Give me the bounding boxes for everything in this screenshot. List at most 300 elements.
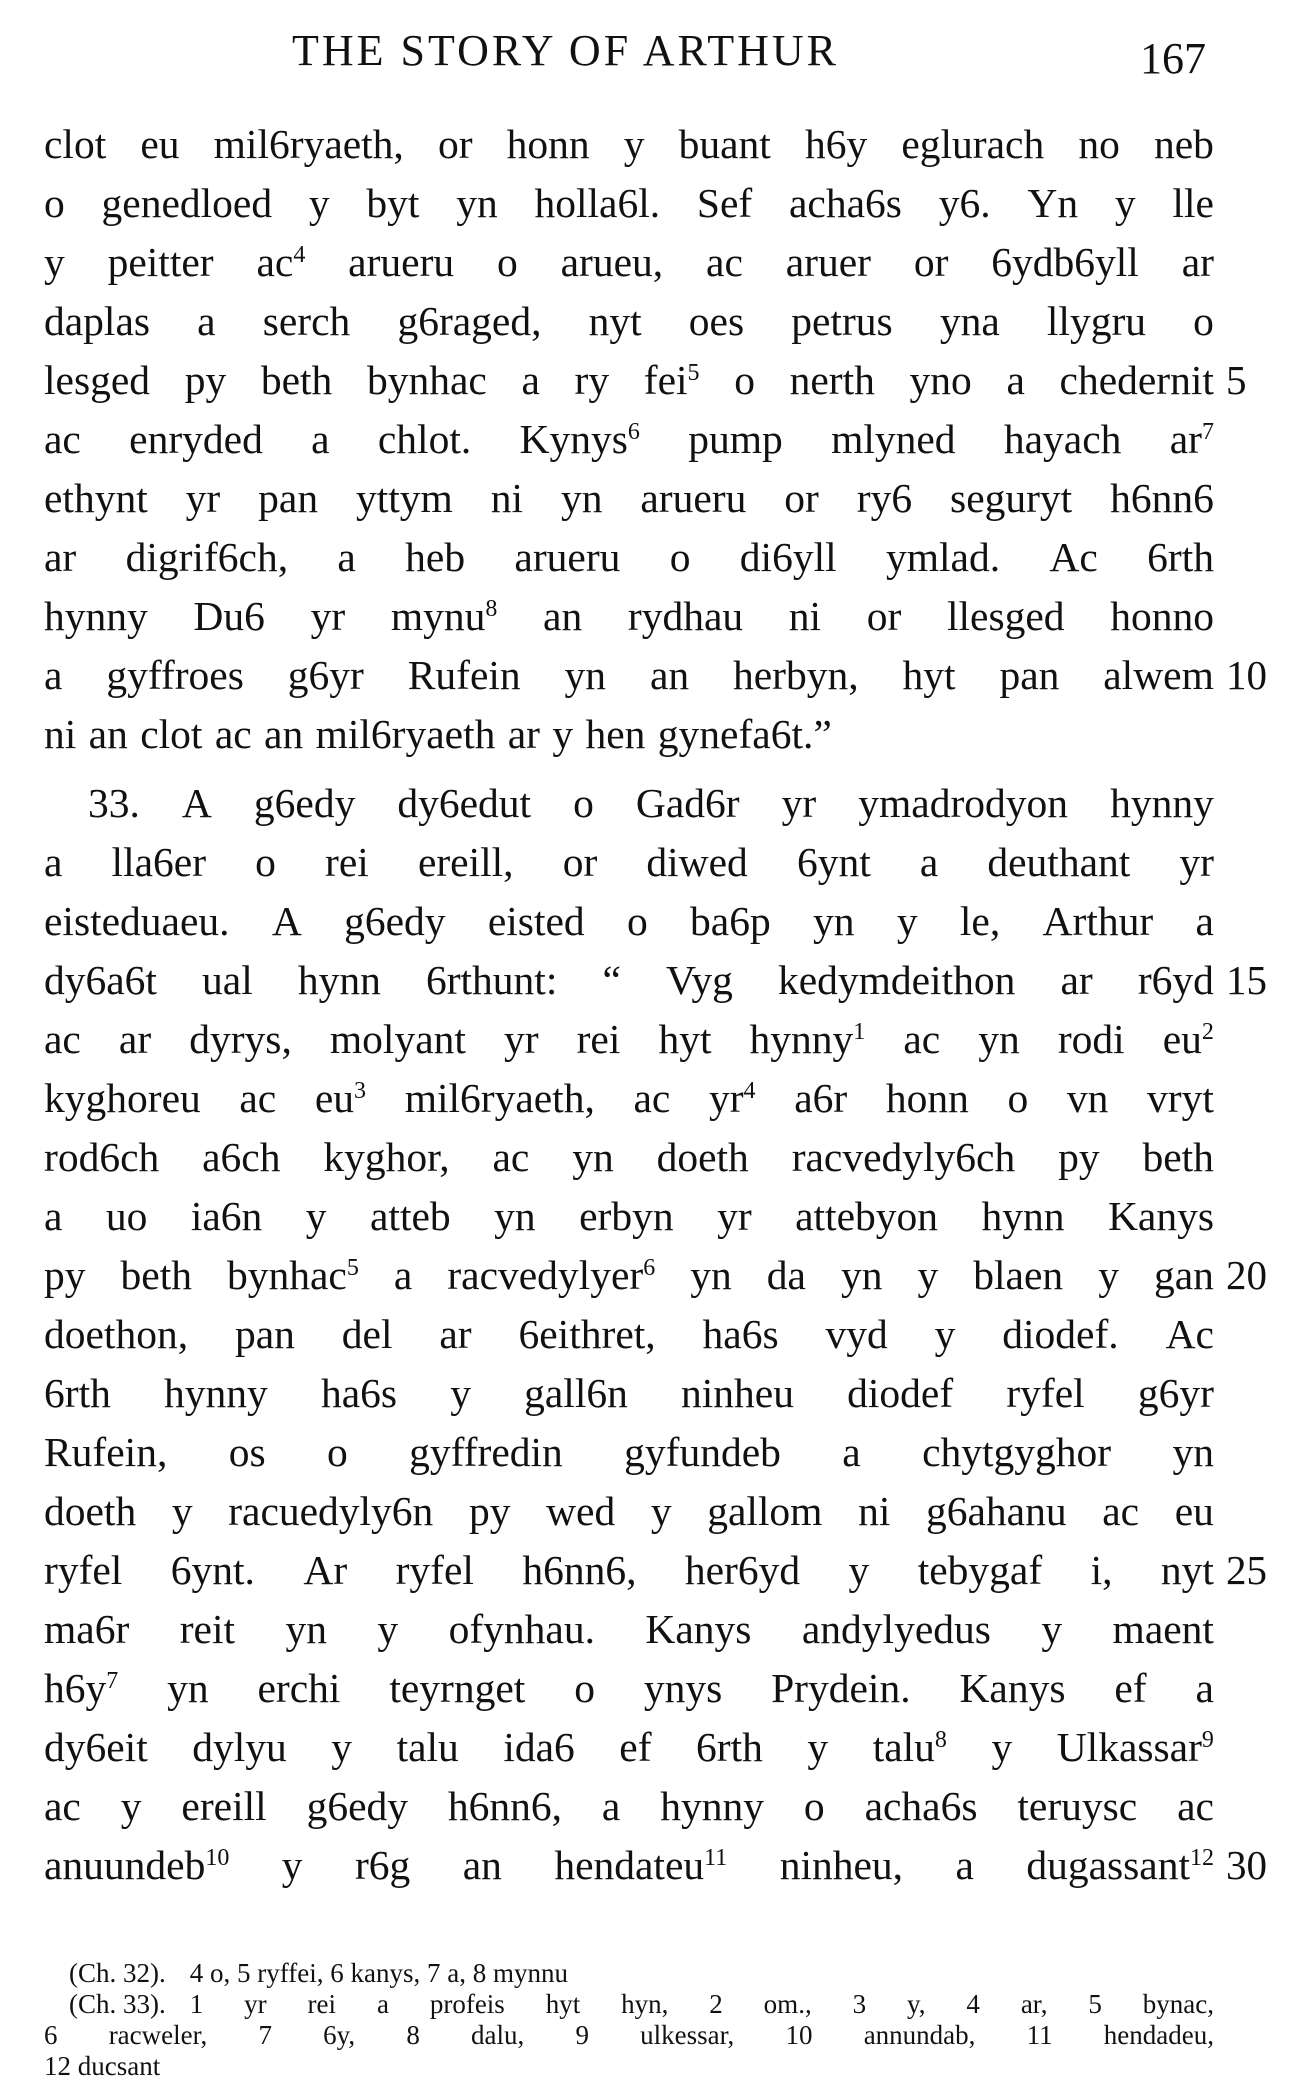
word: beth: [260, 357, 333, 403]
word: o: [669, 534, 691, 580]
footnote-ref: 10: [205, 1845, 230, 1871]
word: Sef: [696, 180, 753, 226]
word: nyt: [588, 298, 642, 344]
word: ninheu: [681, 1370, 794, 1416]
word: honn: [506, 121, 590, 167]
footnote-ref: 12: [1189, 1845, 1214, 1871]
word: ar: [118, 1016, 152, 1062]
word: y: [1114, 180, 1136, 226]
word: y: [450, 1370, 471, 1416]
word: hen: [585, 711, 646, 757]
word: diwed: [646, 839, 748, 885]
word: doeth: [656, 1134, 749, 1180]
word: yn: [840, 1252, 883, 1298]
word: 6ynt.: [170, 1547, 255, 1593]
footnote-ch32: [44, 1958, 1214, 1989]
word: bynhac$^5$: [227, 1252, 359, 1298]
word: yn: [690, 1252, 732, 1298]
word: ac: [1177, 1783, 1214, 1829]
footnote-ref: 7: [1201, 419, 1214, 445]
word: y: [171, 1488, 193, 1534]
word: yn: [167, 1665, 209, 1711]
word: alwem: [1103, 652, 1214, 698]
word: lla6er: [111, 839, 207, 885]
word: yttym: [356, 475, 453, 521]
word: ryfel: [395, 1547, 474, 1593]
word: ynys: [643, 1665, 723, 1711]
running-title: THE STORY OF ARTHUR: [292, 26, 839, 75]
word: or: [866, 593, 902, 639]
word: a6ch: [202, 1134, 281, 1180]
word: g6edy: [253, 780, 356, 826]
word: ef: [619, 1724, 652, 1770]
word: $ac^4$: [256, 239, 306, 285]
word: lesged: [44, 357, 151, 403]
word: o: [1007, 1075, 1029, 1121]
word: a: [44, 1193, 63, 1239]
word: g6raged,: [397, 298, 542, 344]
word: g6ahanu: [926, 1488, 1067, 1534]
word: ef: [1114, 1665, 1147, 1711]
word: Kynys$^6$: [519, 416, 640, 462]
word: aruer: [785, 239, 871, 285]
page-number: 167: [1140, 34, 1206, 83]
word: teruysc: [1017, 1783, 1138, 1829]
word: llygru: [1046, 298, 1147, 344]
text-line: [44, 351, 1247, 410]
word: ba6p: [690, 898, 771, 944]
word: o: [255, 839, 276, 885]
word: a: [1195, 898, 1214, 944]
word: uo: [105, 1193, 148, 1239]
word: g6edy: [306, 1783, 408, 1829]
word: a: [393, 1252, 413, 1298]
word: hynny: [44, 593, 148, 639]
footnote-ch33-line-3: [44, 2051, 1214, 2082]
word: ni: [858, 1488, 891, 1534]
word: gallom: [707, 1488, 823, 1534]
footnote-ref: 2: [1201, 1019, 1214, 1045]
word: hynn: [981, 1193, 1065, 1239]
word: ethynt: [44, 475, 148, 521]
word: 6rth: [44, 1370, 111, 1416]
word: honno: [1110, 593, 1214, 639]
word: ar: [44, 534, 77, 580]
word: eu: [1174, 1488, 1214, 1534]
word: or: [437, 121, 473, 167]
word: a: [955, 1842, 974, 1888]
word: molyant: [329, 1016, 466, 1062]
word: $eu^3$: [314, 1075, 367, 1121]
word: h6nn6,: [522, 1547, 637, 1593]
word: pan: [258, 475, 319, 521]
word: Vyg: [665, 957, 733, 1003]
word: Ac: [1165, 1311, 1214, 1357]
word: yr: [185, 475, 221, 521]
word: racvedyly6ch: [791, 1134, 1016, 1180]
word: llesged: [947, 593, 1065, 639]
word: y: [934, 1311, 956, 1357]
word: blaen: [973, 1252, 1064, 1298]
word: anuundeb$^{10}$: [44, 1842, 230, 1888]
word: yr: [1179, 839, 1214, 885]
word: deuthant: [987, 839, 1131, 885]
word: maent: [1112, 1606, 1214, 1652]
word: eglurach: [901, 121, 1045, 167]
text-line: [44, 1423, 1214, 1482]
word: hynny: [1110, 780, 1214, 826]
text-line: [44, 1187, 1214, 1246]
word: ac: [492, 1134, 530, 1180]
text-line: [44, 774, 1214, 833]
word: 6rthunt:: [425, 957, 558, 1003]
word: reit: [179, 1606, 236, 1652]
word: rodi: [1057, 1016, 1125, 1062]
word: le,: [959, 898, 1001, 944]
text-line: [44, 892, 1214, 951]
line-number: 15: [1226, 957, 1267, 1003]
word: ryfel: [44, 1547, 123, 1593]
footnote-ref: 3: [354, 1078, 367, 1104]
word: dy6edut: [397, 780, 532, 826]
word: ereill,: [417, 839, 514, 885]
word: acha6s: [789, 180, 902, 226]
text-line: [44, 1010, 1214, 1069]
footnote-ref: 7: [106, 1668, 119, 1694]
word: hynny: [164, 1370, 268, 1416]
word: kyghor,: [323, 1134, 450, 1180]
word: seguryt: [950, 475, 1073, 521]
word: chlot.: [377, 416, 472, 462]
text-line: [44, 1246, 1267, 1305]
word: an: [543, 593, 583, 639]
word: Ac: [1049, 534, 1098, 580]
word: y: [623, 121, 645, 167]
word: yr: [503, 1016, 539, 1062]
word: yn: [494, 1193, 536, 1239]
word: gyffredin: [409, 1429, 563, 1475]
word: o: [497, 239, 518, 285]
word: y: [377, 1606, 399, 1652]
word: $h6y^7$: [44, 1665, 119, 1711]
footnotes: [44, 1958, 1214, 2082]
footnote-ref: 6: [627, 419, 640, 445]
word: “: [602, 957, 621, 1003]
footnote-ch33-label: (Ch. 33).: [69, 1989, 166, 2019]
word: yr: [717, 1193, 752, 1239]
word: nyt: [1160, 1547, 1214, 1593]
word: atteb: [370, 1193, 451, 1239]
word: ida6: [503, 1724, 575, 1770]
word: attebyon: [795, 1193, 939, 1239]
word: eisted: [487, 898, 585, 944]
word: mil6ryaeth,: [213, 121, 404, 167]
word: arueru: [348, 239, 455, 285]
word: a: [311, 416, 330, 462]
word: wed: [546, 1488, 616, 1534]
word: hyt: [902, 652, 956, 698]
word: Rufein: [407, 652, 521, 698]
footnote-ch33-text-1: 1 yr rei a profeis hyt hyn, 2 om., 3 y, 4 ar, 5 bynac,: [189, 1989, 1214, 2019]
line-number: 20: [1226, 1252, 1267, 1298]
word: enryded: [129, 416, 263, 462]
word: 6ydb6yll: [991, 239, 1139, 285]
word: h6y: [804, 121, 868, 167]
word: y: [308, 180, 330, 226]
word: rydhau: [627, 593, 744, 639]
word: diodef.: [1002, 1311, 1119, 1357]
word: her6yd: [684, 1547, 801, 1593]
word: ar: [439, 1311, 472, 1357]
word: a: [601, 1783, 621, 1829]
word: h6nn6,: [447, 1783, 563, 1829]
word: a: [44, 839, 63, 885]
word: hynny$^1$: [749, 1016, 866, 1062]
text-line: [44, 1069, 1214, 1128]
word: dugassant$^{12}$: [1026, 1842, 1214, 1888]
word: os: [228, 1429, 266, 1475]
word: chedernit: [1059, 357, 1214, 403]
word: 6eithret,: [518, 1311, 656, 1357]
word: clot: [140, 711, 203, 757]
word: peitter: [107, 239, 214, 285]
footnote-ch33-text-2: 6 racweler, 7 6y, 8 dalu, 9 ulkessar, 10 annundab, 11 hendadeu,: [44, 2020, 1214, 2050]
word: Prydein.: [771, 1665, 911, 1711]
word: 6rth: [1147, 534, 1214, 580]
word: $eu^2$: [1162, 1016, 1214, 1062]
footnote-ref: 4: [293, 242, 306, 268]
word: gyfundeb: [624, 1429, 781, 1475]
text-line: [44, 1777, 1214, 1836]
word: 6ynt: [796, 839, 871, 885]
text-line: [44, 174, 1214, 233]
word: beth: [120, 1252, 192, 1298]
word: chytgyghor: [922, 1429, 1112, 1475]
word: yno: [909, 357, 972, 403]
word: gyffroes: [106, 652, 244, 698]
word: y: [807, 1724, 829, 1770]
text-line: [44, 410, 1214, 469]
word: ia6n: [190, 1193, 263, 1239]
line-number: 30: [1226, 1842, 1267, 1888]
word: doeth: [44, 1488, 137, 1534]
word: racuedyly6n: [228, 1488, 434, 1534]
word: Kanys: [1107, 1193, 1214, 1239]
word: Yn: [1027, 180, 1079, 226]
word: A: [271, 898, 302, 944]
footnote-ch33-line: [44, 1989, 1214, 2020]
word: a: [1195, 1665, 1214, 1711]
word: ymlad.: [885, 534, 1001, 580]
text-line: [44, 951, 1267, 1010]
word: g6edy: [344, 898, 446, 944]
word: o: [1193, 298, 1214, 344]
word: holla6l.: [534, 180, 661, 226]
word: a: [842, 1429, 861, 1475]
word: ac: [706, 239, 743, 285]
word: Kanys: [645, 1606, 752, 1652]
word: ryfel: [1006, 1370, 1085, 1416]
word: y: [305, 1193, 327, 1239]
word: py: [44, 1252, 86, 1298]
footnote-ref: 11: [704, 1845, 728, 1871]
line-number: 10: [1226, 652, 1267, 698]
word: py: [468, 1488, 511, 1534]
word: a: [521, 357, 540, 403]
paragraph-gap: [44, 764, 1214, 774]
word: i,: [1090, 1547, 1113, 1593]
word: py: [184, 357, 227, 403]
word: or: [784, 475, 819, 521]
text-line: [44, 833, 1214, 892]
word: o: [326, 1429, 348, 1475]
word: di6yll: [739, 534, 837, 580]
word: y: [44, 239, 65, 285]
text-line: [44, 1541, 1267, 1600]
word: ninheu,: [779, 1842, 904, 1888]
word: y: [991, 1724, 1013, 1770]
text-line: [44, 1718, 1214, 1777]
word: honn: [885, 1075, 969, 1121]
word: a6r: [794, 1075, 848, 1121]
word: 33.: [88, 780, 140, 826]
word: a: [44, 652, 63, 698]
word: yn: [978, 1016, 1020, 1062]
word: hynny: [660, 1783, 764, 1829]
word: y: [917, 1252, 939, 1298]
word: gan: [1153, 1252, 1214, 1298]
word: ha6s: [702, 1311, 779, 1357]
word: dy6a6t: [44, 957, 157, 1003]
word: neb: [1153, 121, 1214, 167]
word: lle: [1172, 180, 1214, 226]
word: no: [1078, 121, 1120, 167]
text-line: [44, 1836, 1267, 1895]
word: eu: [140, 121, 180, 167]
word: vyd: [825, 1311, 888, 1357]
word: acha6s: [864, 1783, 978, 1829]
word: vn: [1066, 1075, 1109, 1121]
word: gall6n: [524, 1370, 628, 1416]
word: eisteduaeu.: [44, 898, 230, 944]
text-line: [44, 705, 1214, 764]
word: ofynhau.: [448, 1606, 595, 1652]
word: ma6r: [44, 1606, 130, 1652]
word: ry: [574, 357, 610, 403]
word: oes: [688, 298, 745, 344]
word: dy6eit: [44, 1724, 148, 1770]
text-line: [44, 1659, 1214, 1718]
word: bynhac: [366, 357, 487, 403]
word: kyghoreu: [44, 1075, 201, 1121]
word: mil6ryaeth,: [404, 1075, 595, 1121]
word: ni: [490, 475, 524, 521]
word: petrus: [791, 298, 893, 344]
word: g6yr: [287, 652, 364, 698]
word: buant: [678, 121, 771, 167]
word: a: [197, 298, 216, 344]
word: pan: [999, 652, 1060, 698]
word: g6yr: [1137, 1370, 1214, 1416]
footnote-ch33-text-3: 12 ducsant: [44, 2051, 161, 2081]
word: Kanys: [959, 1665, 1066, 1711]
text-line: [44, 1600, 1214, 1659]
word: y: [552, 711, 574, 757]
word: vryt: [1147, 1075, 1214, 1121]
word: Ulkassar$^9$: [1056, 1724, 1214, 1770]
word: yn: [564, 652, 607, 698]
word: py: [1058, 1134, 1100, 1180]
footnote-ref: 4: [743, 1078, 756, 1104]
word: yn: [1172, 1429, 1214, 1475]
word: andylyedus: [801, 1606, 991, 1652]
word: herbyn,: [733, 652, 859, 698]
word: dyrys,: [189, 1016, 292, 1062]
word: a: [337, 534, 356, 580]
word: ni: [788, 593, 822, 639]
word: ac: [1102, 1488, 1140, 1534]
word: ac: [633, 1075, 671, 1121]
word: o: [803, 1783, 825, 1829]
word: arueu,: [560, 239, 664, 285]
footnote-ch33-line-2: [44, 2020, 1214, 2051]
word: y: [848, 1547, 870, 1593]
text-line: [44, 646, 1267, 705]
word: h6nn6: [1110, 475, 1214, 521]
word: genedloed: [101, 180, 273, 226]
word: ar: [507, 711, 540, 757]
word: heb: [405, 534, 466, 580]
word: ymadrodyon: [858, 780, 1069, 826]
word: ac: [214, 711, 252, 757]
word: 6rth: [696, 1724, 763, 1770]
word: o: [44, 180, 65, 226]
word: ac: [239, 1075, 277, 1121]
word: diodef: [847, 1370, 954, 1416]
word: y: [1098, 1252, 1119, 1298]
main-text: [44, 115, 1267, 1895]
text-line: [44, 292, 1214, 351]
footnote-ref: 9: [1201, 1727, 1214, 1753]
word: an: [264, 711, 304, 757]
word: y: [650, 1488, 672, 1534]
word: gynefa6t.”: [657, 711, 832, 757]
text-line: [44, 1128, 1214, 1187]
text-line: [44, 115, 1214, 174]
word: pump: [688, 416, 783, 462]
word: fei$^5$: [643, 357, 700, 403]
word: y: [281, 1842, 303, 1888]
word: o: [573, 780, 594, 826]
footnote-ref: 5: [687, 360, 700, 386]
word: y: [1041, 1606, 1063, 1652]
word: digrif6ch,: [125, 534, 289, 580]
word: yr: [781, 780, 817, 826]
footnote-ch32-text: 4 o, 5 ryffei, 6 kanys, 7 a, 8 mynnu: [189, 1958, 568, 1988]
text-line: [44, 1482, 1214, 1541]
word: talu$^8$: [872, 1724, 947, 1770]
word: y6.: [938, 180, 991, 226]
word: a: [1006, 357, 1025, 403]
word: yr: [310, 593, 346, 639]
line-number: 25: [1226, 1547, 1267, 1593]
word: hynn: [297, 957, 381, 1003]
word: beth: [1142, 1134, 1214, 1180]
word: byt: [366, 180, 420, 226]
word: kedymdeithon: [777, 957, 1016, 1003]
word: o: [626, 898, 648, 944]
word: rod6ch: [44, 1134, 160, 1180]
